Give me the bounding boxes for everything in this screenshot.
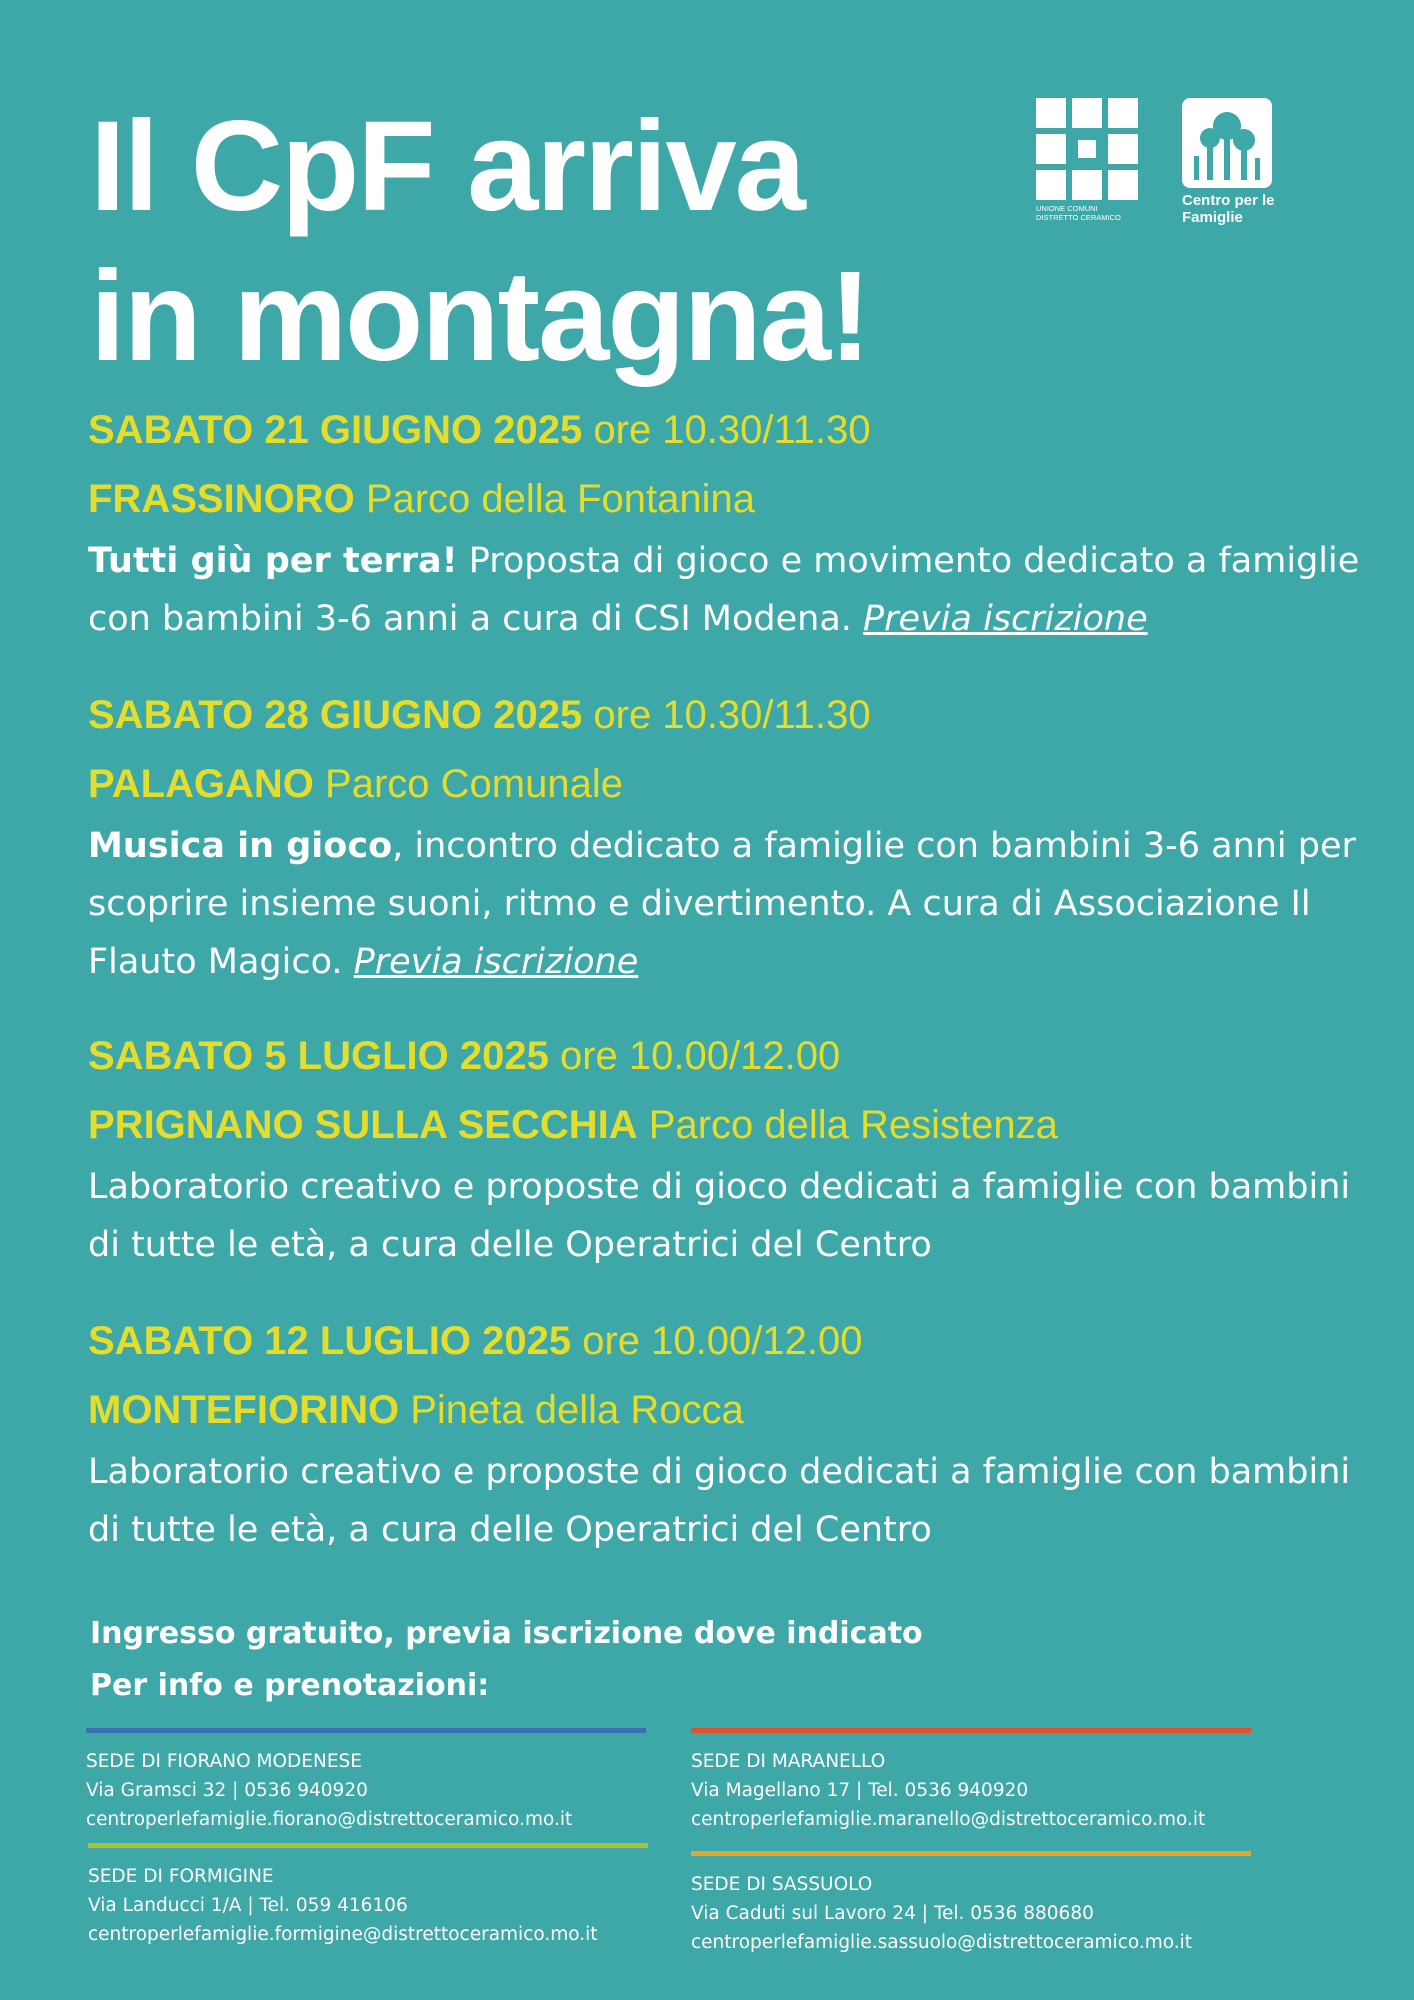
sede-email[interactable]: centroperlefamiglie.sassuolo@distrettoceramico.mo.it — [691, 1932, 1193, 1953]
event-date: SABATO 28 GIUGNO 2025 — [88, 693, 583, 737]
free-entry-note: Ingresso gratuito, previa iscrizione dove indicato — [90, 1616, 923, 1651]
sede-name: SEDE DI SASSUOLO — [691, 1874, 873, 1895]
title-line-1: Il CpF arriva — [90, 95, 804, 238]
event-date: SABATO 21 GIUGNO 2025 — [88, 408, 583, 452]
event-1 — [88, 405, 1378, 648]
event-activity-title: Musica in gioco — [88, 826, 393, 866]
event-time: ore 10.30/11.30 — [593, 408, 871, 452]
event-venue: Parco Comunale — [325, 762, 623, 806]
event-town: PRIGNANO SULLA SECCHIA — [88, 1103, 638, 1147]
sede-email[interactable]: centroperlefamiglie.fiorano@distrettoceramico.mo.it — [86, 1809, 573, 1830]
event-description: Proposta di gioco e movimento dedicato a famiglie con bambini 3-6 anni a cura di CSI Modena. — [88, 541, 1360, 639]
sede-maranello — [691, 1728, 1251, 1834]
sede-email[interactable]: centroperlefamiglie.maranello@distrettoceramico.mo.it — [691, 1809, 1206, 1830]
unione-caption-2: DISTRETTO CERAMICO — [1036, 213, 1121, 222]
sede-address: Via Landucci 1/A | Tel. 059 416106 — [88, 1895, 408, 1916]
sede-address: Via Magellano 17 | Tel. 0536 940920 — [691, 1780, 1029, 1801]
sede-formigine — [88, 1843, 648, 1949]
centro-famiglie-logo — [1182, 98, 1282, 238]
logos — [1036, 98, 1276, 238]
sede-address: Via Gramsci 32 | 0536 940920 — [86, 1780, 368, 1801]
grid-logo-icon — [1036, 98, 1138, 200]
event-3 — [88, 1031, 1378, 1274]
info-heading: Per info e prenotazioni: — [90, 1668, 490, 1703]
event-venue: Parco della Fontanina — [365, 477, 755, 521]
event-2 — [88, 690, 1378, 991]
sede-color-bar — [691, 1851, 1251, 1856]
title-line-2: in montagna! — [90, 245, 870, 388]
sede-name: SEDE DI MARANELLO — [691, 1751, 886, 1772]
event-description: Laboratorio creativo e proposte di gioco dedicati a famiglie con bambini di tutte le età, a cura delle Operatrici del Centro — [88, 1452, 1351, 1550]
registration-link[interactable]: Previa iscrizione — [353, 942, 639, 982]
sede-sassuolo — [691, 1851, 1251, 1957]
sede-color-bar — [691, 1728, 1251, 1733]
unione-caption-1: UNIONE COMUNI — [1036, 204, 1098, 213]
event-town: MONTEFIORINO — [88, 1388, 400, 1432]
event-description: Laboratorio creativo e proposte di gioco dedicati a famiglie con bambini di tutte le età, a cura delle Operatrici del Centro — [88, 1167, 1351, 1265]
sede-email[interactable]: centroperlefamiglie.formigine@distrettoceramico.mo.it — [88, 1924, 598, 1945]
unione-comuni-logo — [1036, 98, 1144, 228]
event-time: ore 10.00/12.00 — [582, 1319, 863, 1363]
event-date: SABATO 12 LUGLIO 2025 — [88, 1319, 572, 1363]
event-town: PALAGANO — [88, 762, 314, 806]
event-description: , incontro dedicato a famiglie con bambini 3-6 anni per scoprire insieme suoni, ritmo e divertimento. A cura di Associazione Il Flauto Magico. — [88, 826, 1356, 982]
sede-address: Via Caduti sul Lavoro 24 | Tel. 0536 880680 — [691, 1903, 1094, 1924]
registration-link[interactable]: Previa iscrizione — [863, 599, 1148, 639]
sede-fiorano — [86, 1728, 646, 1834]
sede-name: SEDE DI FIORANO MODENESE — [86, 1751, 362, 1772]
event-venue: Pineta della Rocca — [410, 1388, 744, 1432]
cpf-caption-2: Famiglie — [1182, 209, 1243, 226]
event-town: FRASSINORO — [88, 477, 355, 521]
event-activity-title: Tutti giù per terra! — [88, 541, 458, 581]
sede-color-bar — [88, 1843, 648, 1848]
cpf-caption-1: Centro per le — [1182, 192, 1275, 209]
sede-name: SEDE DI FORMIGINE — [88, 1866, 274, 1887]
trees-logo-icon — [1182, 98, 1272, 188]
event-time: ore 10.00/12.00 — [559, 1034, 841, 1078]
info-note — [90, 1608, 923, 1712]
page-title — [90, 92, 870, 392]
sede-color-bar — [86, 1728, 646, 1733]
event-4 — [88, 1316, 1378, 1559]
event-venue: Parco della Resistenza — [648, 1103, 1058, 1147]
event-time: ore 10.30/11.30 — [593, 693, 871, 737]
event-date: SABATO 5 LUGLIO 2025 — [88, 1034, 549, 1078]
